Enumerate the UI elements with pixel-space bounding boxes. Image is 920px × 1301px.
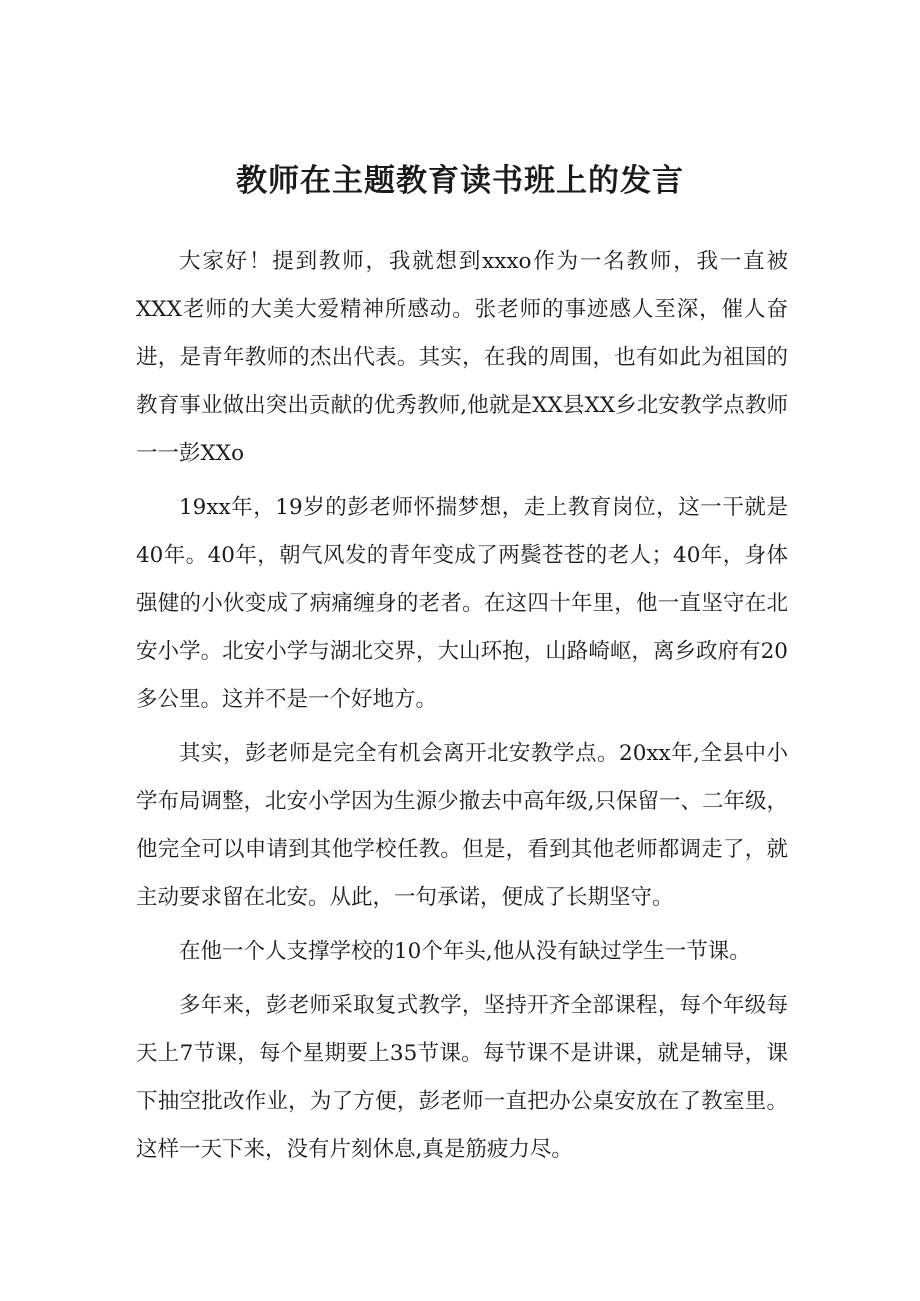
paragraph-3: 其实，彭老师是完全有机会离开北安教学点。20xx年,全县中小学布局调整，北安小学因为生源少撤去中高年级,只保留一、二年级，他完全可以申请到其他学校任教。但是，看到其他老师都调走了，就主动要求留在北安。从此，一句承诺，便成了长期坚守。 — [136, 741, 788, 910]
document-title: 教师在主题教育读书班上的发言 — [236, 163, 684, 199]
paragraph-2: 19xx年，19岁的彭老师怀揣梦想，走上教育岗位，这一干就是40年。40年，朝气风发的青年变成了两鬓苍苍的老人；40年，身体强健的小伙变成了病痛缠身的老者。在这四十年里，他一直坚守在北安小学。北安小学与湖北交界，大山环抱，山路崎岖，离乡政府有20多公里。这并不是一个好地方。 — [136, 495, 788, 712]
paragraph-4: 在他一个人支撑学校的10个年头,他从没有缺过学生一节课。 — [179, 939, 751, 964]
paragraph-5: 多年来，彭老师采取复式教学，坚持开齐全部课程，每个年级每天上7节课，每个星期要上35节课。每节课不是讲课，就是辅导，课下抽空批改作业，为了方便，彭老师一直把办公桌安放在了教室里。这样一天下来，没有片刻休息,真是筋疲力尽。 — [136, 993, 788, 1162]
document-body — [136, 238, 788, 1174]
paragraph-1: 大家好！提到教师，我就想到xxxo作为一名教师，我一直被XXX老师的大美大爱精神所感动。张老师的事迹感人至深，催人奋进，是青年教师的杰出代表。其实，在我的周围，也有如此为祖国的教育事业做出突出贡献的优秀教师,他就是XX县XX乡北安教学点教师一一彭XXo — [136, 249, 788, 466]
